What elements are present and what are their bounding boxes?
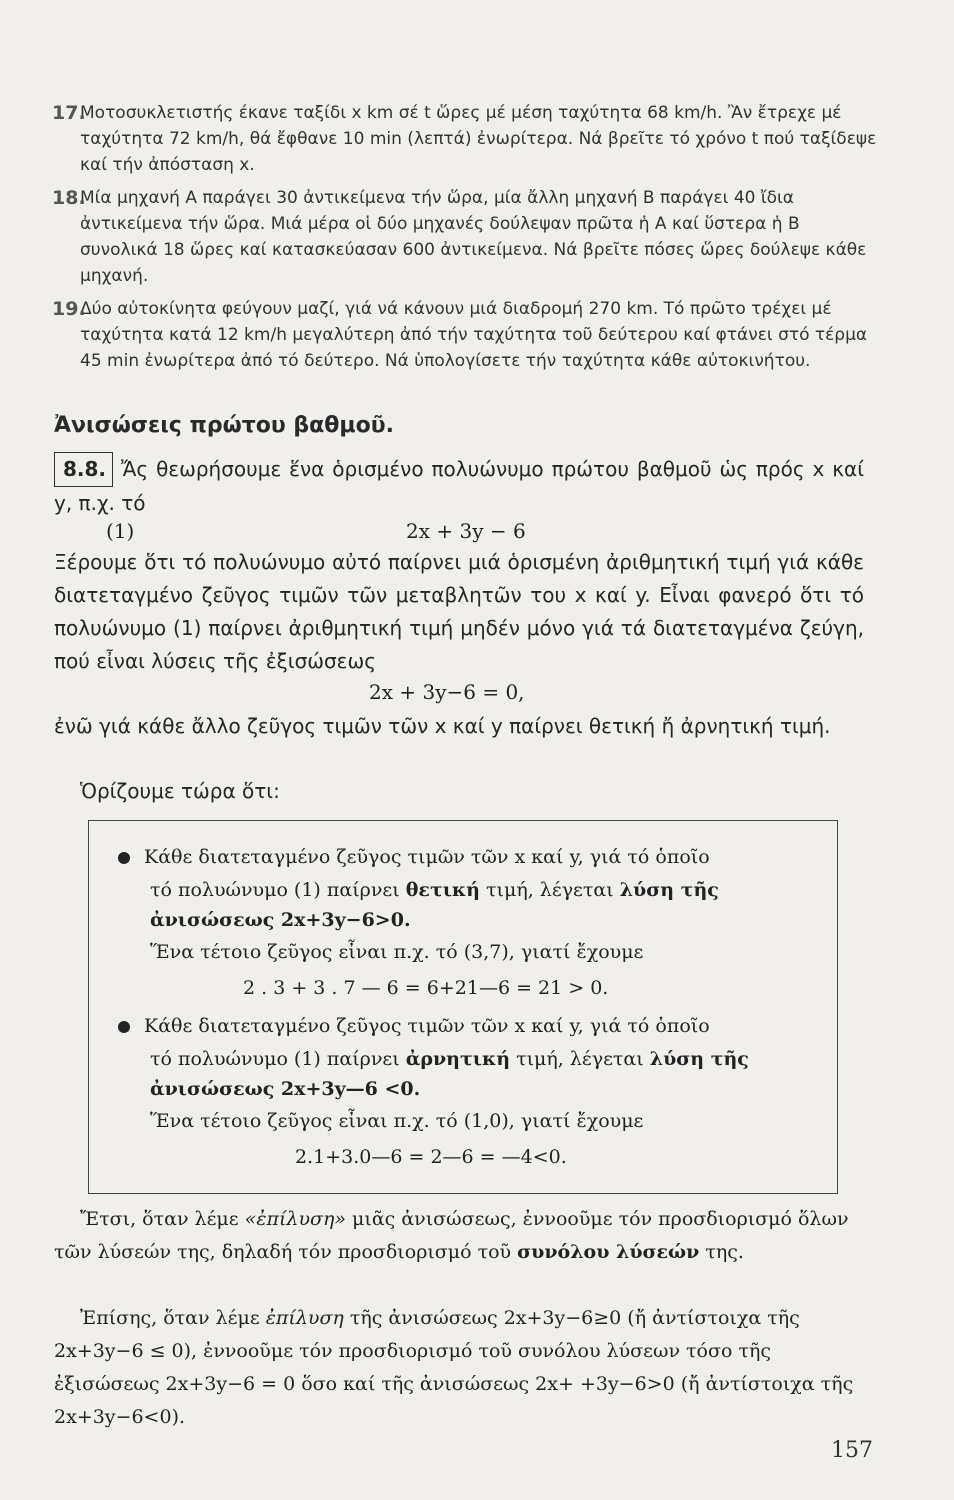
keyword-negative: ἀρνητική (405, 1048, 511, 1070)
bullet-2-line-3: ἀνισώσεως 2x+3y—6 <0. (150, 1078, 421, 1100)
bullet-1-line-2: τό πολυώνυμο (1) παίρνει θετική τιμή, λέγεται λύση τῆς (150, 879, 719, 901)
intro-text: Ἄς θεωρήσουμε ἕνα ὁρισμένο πολυώνυμο πρώτου βαθμοῦ ὡς πρός x καί y, π.χ. τό (54, 457, 864, 515)
bullet-icon (118, 1021, 130, 1033)
bullet-1-line-5: 2 . 3 + 3 . 7 — 6 = 6+21—6 = 21 > 0. (243, 977, 609, 999)
bullet-2-line-4: Ἕνα τέτοιο ζεῦγος εἶναι π.χ. τό (1,0), γιατί ἔχουμε (150, 1110, 644, 1132)
bullet-1-line-3: ἀνισώσεως 2x+3y−6>0. (150, 909, 411, 931)
bullet-2-line-5: 2.1+3.0—6 = 2—6 = —4<0. (295, 1146, 567, 1168)
closing-paragraph-2: Ἐπίσης, ὅταν λέμε ἐπίλυση τῆς ἀνισώσεως 2x+3y−6≥0 (ἤ ἀντίστοιχα τῆς 2x+3y−6 ≤ 0), ἐννοοῦμε τόν προσδιορισμό τοῦ συνόλου λύσεων τόσο τῆς ἐξισώσεως 2x+3y−6 = 0 ὅσο καί τῆς ἀνισώσεως 2x+ +3y−6>0 (ἤ ἀντίστοιχα τῆς 2x+3y−6<0). (54, 1307, 854, 1428)
bullet-icon (118, 852, 130, 864)
section-intro (54, 452, 864, 520)
keyword-solution: λύση τῆς (649, 1048, 749, 1070)
problem-17 (52, 100, 880, 178)
keyword-solution: λύση τῆς (619, 879, 719, 901)
equation-zero: 2x + 3y−6 = 0, (369, 680, 525, 704)
paragraph-2: ἐνῶ γιά κάθε ἄλλο ζεῦγος τιμῶν τῶν x καί y παίρνει θετική ἤ ἀρνητική τιμή. (54, 714, 831, 738)
problem-text: Μία μηχανή Α παράγει 30 ἀντικείμενα τήν ὥρα, μία ἄλλη μηχανή Β παράγει 40 ἴδια ἀντικείμενα τήν ὥρα. Μιά μέρα οἱ δύο μηχανές δούλεψαν πρῶτα ἡ Α καί ὕστερα ἡ Β συνολικά 18 ὥρες καί κατασκεύασαν 600 ἀντικείμενα. Νά βρεῖτε πόσες ὥρες δούλεψε κάθε μηχανή. (80, 188, 867, 286)
paragraph-1: Ξέρουμε ὅτι τό πολυώνυμο αὐτό παίρνει μιά ὁρισμένη ἀριθμητική τιμή γιά κάθε διατεταγμένο ζεῦγος τιμῶν τῶν μεταβλητῶν του x καί y. Εἶναι φανερό ὅτι τό πολυώνυμο (1) παίρνει ἀριθμητική τιμή μηδέν μόνο γιά τά διατεταγμένα ζεύγη, πού εἶναι λύσεις τῆς ἐξισώσεως (54, 550, 864, 673)
equation-label: (1) (106, 519, 135, 543)
problem-text: Δύο αὐτοκίνητα φεύγουν μαζί, γιά νά κάνουν μιά διαδρομή 270 km. Τό πρῶτο τρέχει μέ ταχύτητα κατά 12 km/h μεγαλύτερη ἀπό τήν ταχύτητα τοῦ δεύτερου καί φτάνει στό τέρμα 45 min ἐνωρίτερα ἀπό τό δεύτερο. Νά ὑπολογίσετε τήν ταχύτητα κάθε αὐτοκινήτου. (80, 299, 868, 371)
bullet-2-line-2: τό πολυώνυμο (1) παίρνει ἀρνητική τιμή, λέγεται λύση τῆς (150, 1048, 749, 1070)
section-heading: Ἀνισώσεις πρώτου βαθμοῦ. (54, 413, 394, 438)
problem-19 (52, 296, 880, 374)
bullet-1-line-1: Κάθε διατεταγμένο ζεῦγος τιμῶν τῶν x καί y, γιά τό ὁποῖο (118, 842, 710, 872)
keyword-positive: θετική (405, 879, 480, 901)
section-number-badge: 8.8. (54, 452, 113, 487)
term-solution-set: συνόλου λύσεών (517, 1241, 700, 1263)
problem-18 (52, 185, 880, 289)
closing-paragraph-1: Ἔτσι, ὅταν λέμε «ἐπίλυση» μιᾶς ἀνισώσεως, ἐννοοῦμε τόν προσδιορισμό ὅλων τῶν λύσεών της, δηλαδή τόν προσδιορισμό τοῦ συνόλου λύσεών της. (54, 1208, 849, 1263)
problem-number: 19. (52, 298, 86, 320)
equation-polynomial: 2x + 3y − 6 (406, 519, 526, 543)
problem-number: 17. (52, 102, 86, 124)
problem-text: Μοτοσυκλετιστής έκανε ταξίδι x km σέ t ὥρες μέ μέση ταχύτητα 68 km/h. Ἂν ἔτρεχε μέ ταχύτητα 72 km/h, θά ἔφθανε 10 min (λεπτά) ἐνωρίτερα. Νά βρεῖτε τό χρόνο t πού ταξίδεψε καί τήν ἀπόσταση x. (80, 103, 877, 175)
bullet-1-line-4: Ἕνα τέτοιο ζεῦγος εἶναι π.χ. τό (3,7), γιατί ἔχουμε (150, 941, 644, 963)
problem-number: 18. (52, 187, 86, 209)
page-number: 157 (831, 1438, 873, 1463)
bullet-2-line-1: Κάθε διατεταγμένο ζεῦγος τιμῶν τῶν x καί y, γιά τό ὁποῖο (118, 1011, 710, 1041)
term-solving-2: ἐπίλυση (265, 1307, 344, 1329)
term-solving: «ἐπίλυση» (244, 1208, 346, 1230)
definition-lead: Ὁρίζουμε τώρα ὅτι: (80, 779, 280, 803)
